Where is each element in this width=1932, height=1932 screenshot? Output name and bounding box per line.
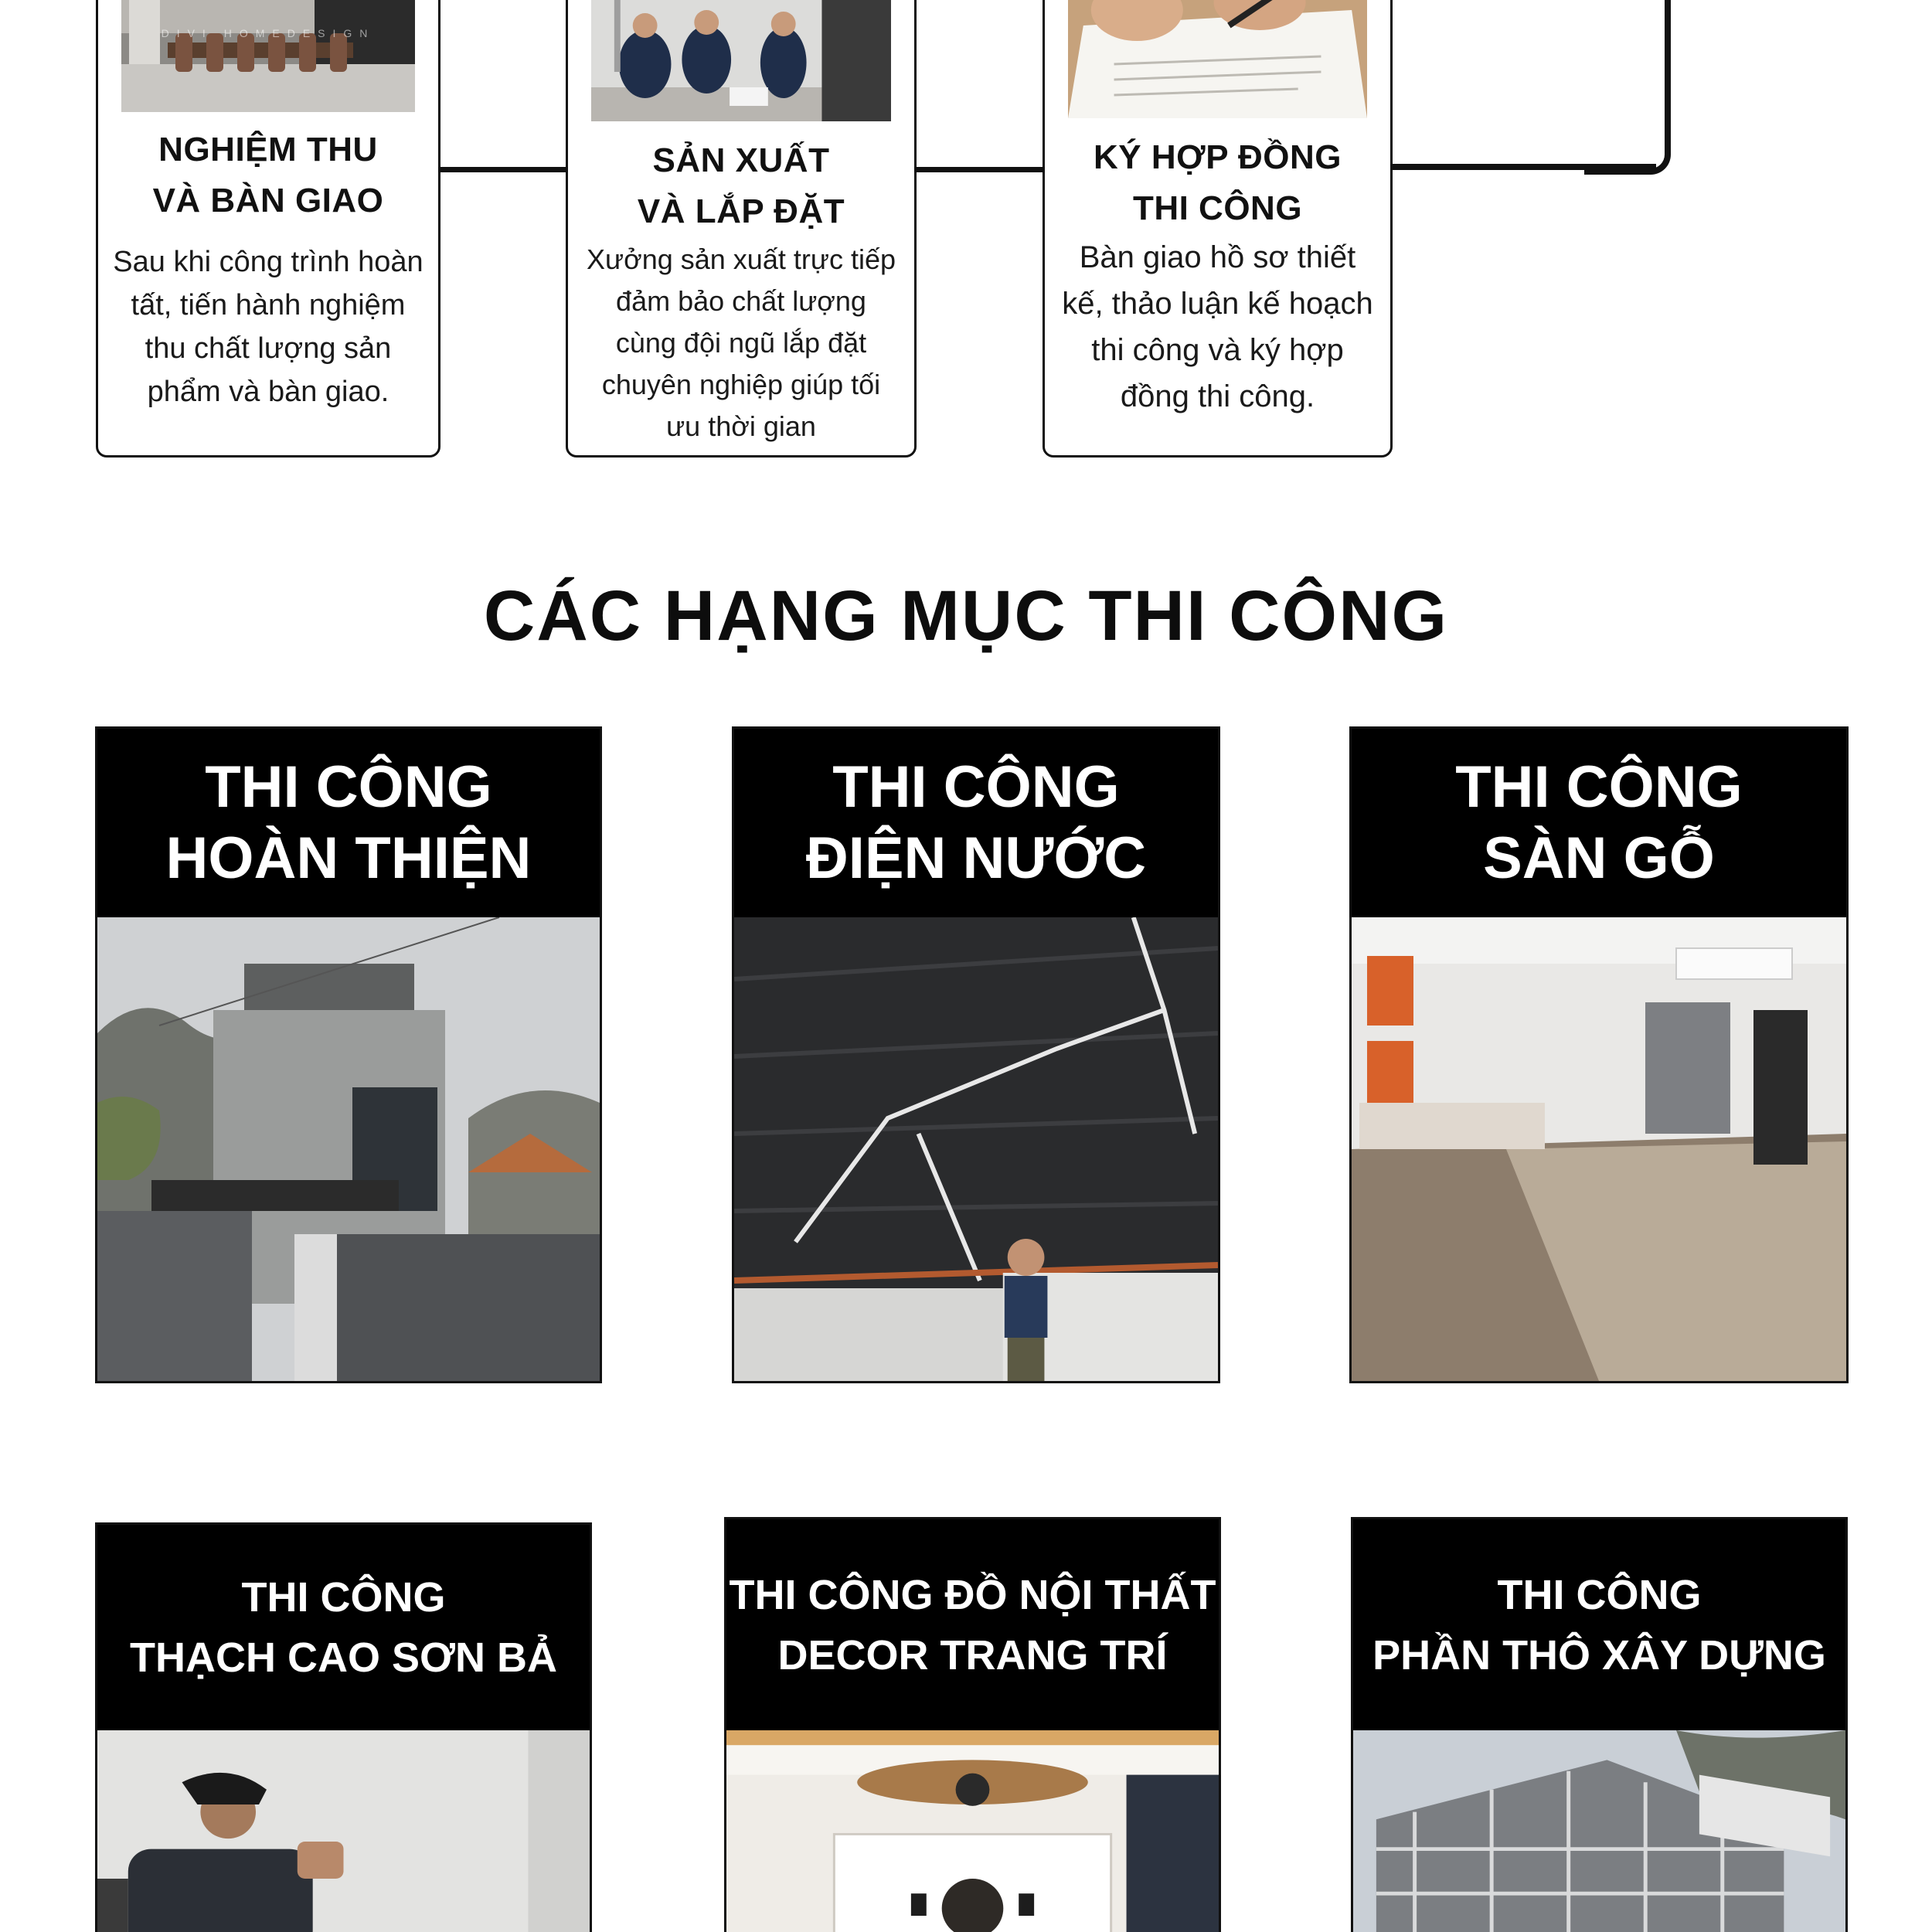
construction-frame-photo [1353,1730,1845,1932]
electrical-ceiling-photo [734,917,1218,1381]
process-step-handover [96,0,440,457]
category-title: THI CÔNG PHẦN THÔ XÂY DỰNG [1353,1519,1845,1730]
finished-house-photo [97,917,600,1381]
category-electrical-plumbing [732,726,1220,1383]
installation-team-photo [591,0,891,121]
step-description: Sau khi công trình hoàn tất, tiến hành nghiệm thu chất lượng sản phẩm và bàn giao. [113,246,423,408]
contract-signing-photo [1068,0,1367,118]
category-title: THI CÔNG ĐỒ NỘI THẤT DECOR TRANG TRÍ [726,1519,1219,1730]
category-wood-floor [1349,726,1849,1383]
category-title: THI CÔNG SÀN GỖ [1352,729,1846,917]
section-title: CÁC HẠNG MỤC THI CÔNG [483,577,1449,655]
process-step-production [566,0,917,457]
category-title: THI CÔNG HOÀN THIỆN [97,729,600,917]
step-title: SẢN XUẤT VÀ LẮP ĐẶT [637,141,845,230]
drywall-painting-photo [97,1730,590,1932]
category-title: THI CÔNG ĐIỆN NƯỚC [734,729,1218,917]
process-connector-line [437,167,568,172]
process-step-contract [1043,0,1393,457]
category-finishing [95,726,602,1383]
step-title: KÝ HỢP ĐỒNG THI CÔNG [1094,138,1342,227]
category-rough-construction [1351,1517,1848,1932]
photo-watermark: DIVI HOMEDESIGN [161,27,376,39]
category-interior-decor [724,1517,1221,1932]
wood-floor-room-photo [1352,917,1846,1381]
category-title: THI CÔNG THẠCH CAO SƠN BẢ [97,1525,590,1730]
step-title: NGHIỆM THU VÀ BÀN GIAO [152,131,384,219]
dining-room-photo [121,0,415,112]
decor-interior-photo [726,1730,1219,1932]
step-description: Xưởng sản xuất trực tiếp đảm bảo chất lượng cùng đội ngũ lắp đặt chuyên nghiệp giúp tối ưu thời gian [587,243,896,442]
process-connector-corner [1584,0,1671,175]
step-description: Bàn giao hồ sơ thiết kế, thảo luận kế hoạch thi công và ký hợp đồng thi công. [1062,240,1373,413]
category-drywall-painting [95,1522,592,1932]
process-connector-line [914,167,1046,172]
